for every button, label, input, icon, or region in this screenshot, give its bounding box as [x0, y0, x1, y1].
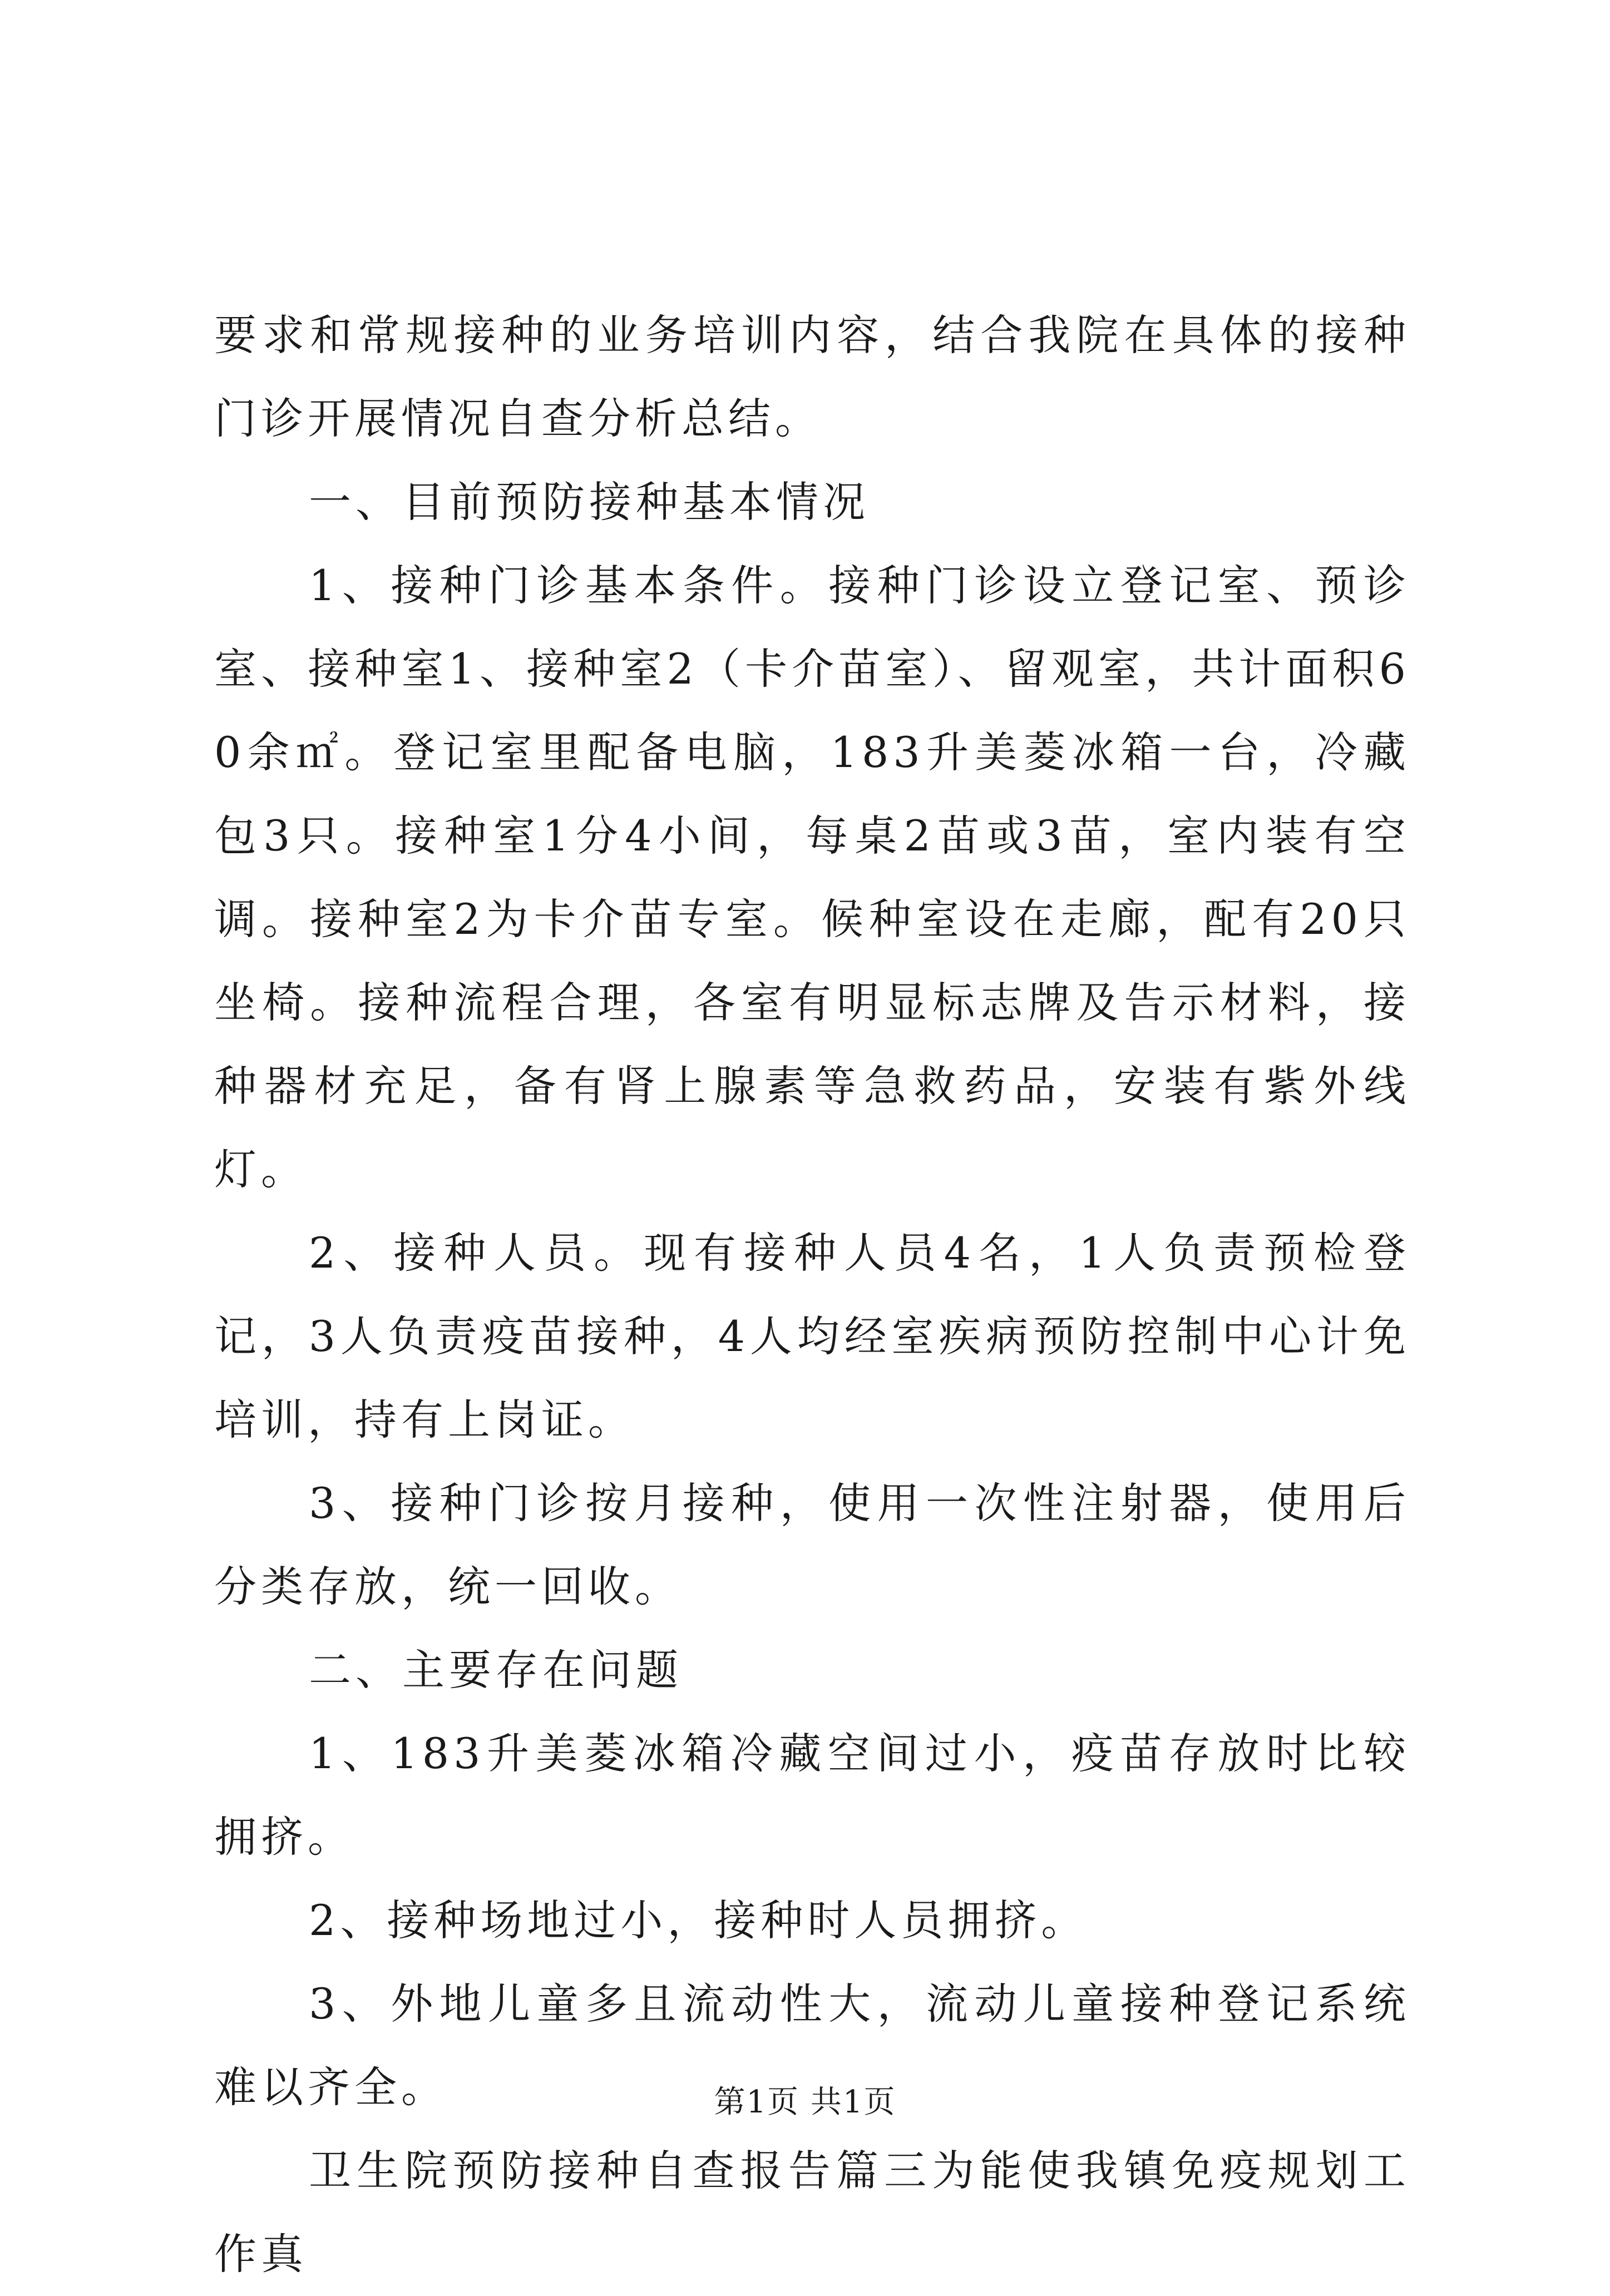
page-number-footer: 第1页 共1页: [714, 2084, 896, 2120]
paragraph-problem-migrant-children: 3、外地儿童多且流动性大，流动儿童接种登记系统难以齐全。: [214, 1979, 1410, 2112]
paragraph-staff: 2、接种人员。现有接种人员4名，1人负责预检登记，3人负责疫苗接种，4人均经室疾病预防控制中心计免培训，持有上岗证。: [214, 1228, 1410, 1444]
paragraph-clinic-conditions: 1、接种门诊基本条件。接种门诊设立登记室、预诊室、接种室1、接种室2（卡介苗室）、留观室，共计面积60余㎡。登记室里配备电脑，183升美菱冰箱一台，冷藏包3只。接种室1分4小间，每桌2苗或3苗，室内装有空调。接种室2为卡介苗专室。候种室设在走廊，配有20只坐椅。接种流程合理，各室有明显标志牌及告示材料，接种器材充足，备有肾上腺素等急救药品，安装有紫外线灯。: [214, 561, 1410, 1194]
paragraph-problem-space: 2、接种场地过小，接种时人员拥挤。: [309, 1896, 1088, 1945]
paragraph-report-three-start: 卫生院预防接种自查报告篇三为能使我镇免疫规划工作真: [214, 2146, 1410, 2279]
section-heading-problems: 二、主要存在问题: [309, 1645, 683, 1695]
section-heading-current-status: 一、目前预防接种基本情况: [309, 477, 870, 527]
paragraph-monthly-vaccination: 3、接种门诊按月接种，使用一次性注射器，使用后分类存放，统一回收。: [214, 1478, 1410, 1611]
paragraph-intro-continuation: 要求和常规接种的业务培训内容，结合我院在具体的接种门诊开展情况自查分析总结。: [214, 310, 1410, 443]
paragraph-problem-fridge: 1、183升美菱冰箱冷藏空间过小，疫苗存放时比较拥挤。: [214, 1729, 1410, 1862]
document-body: [214, 294, 1410, 2296]
